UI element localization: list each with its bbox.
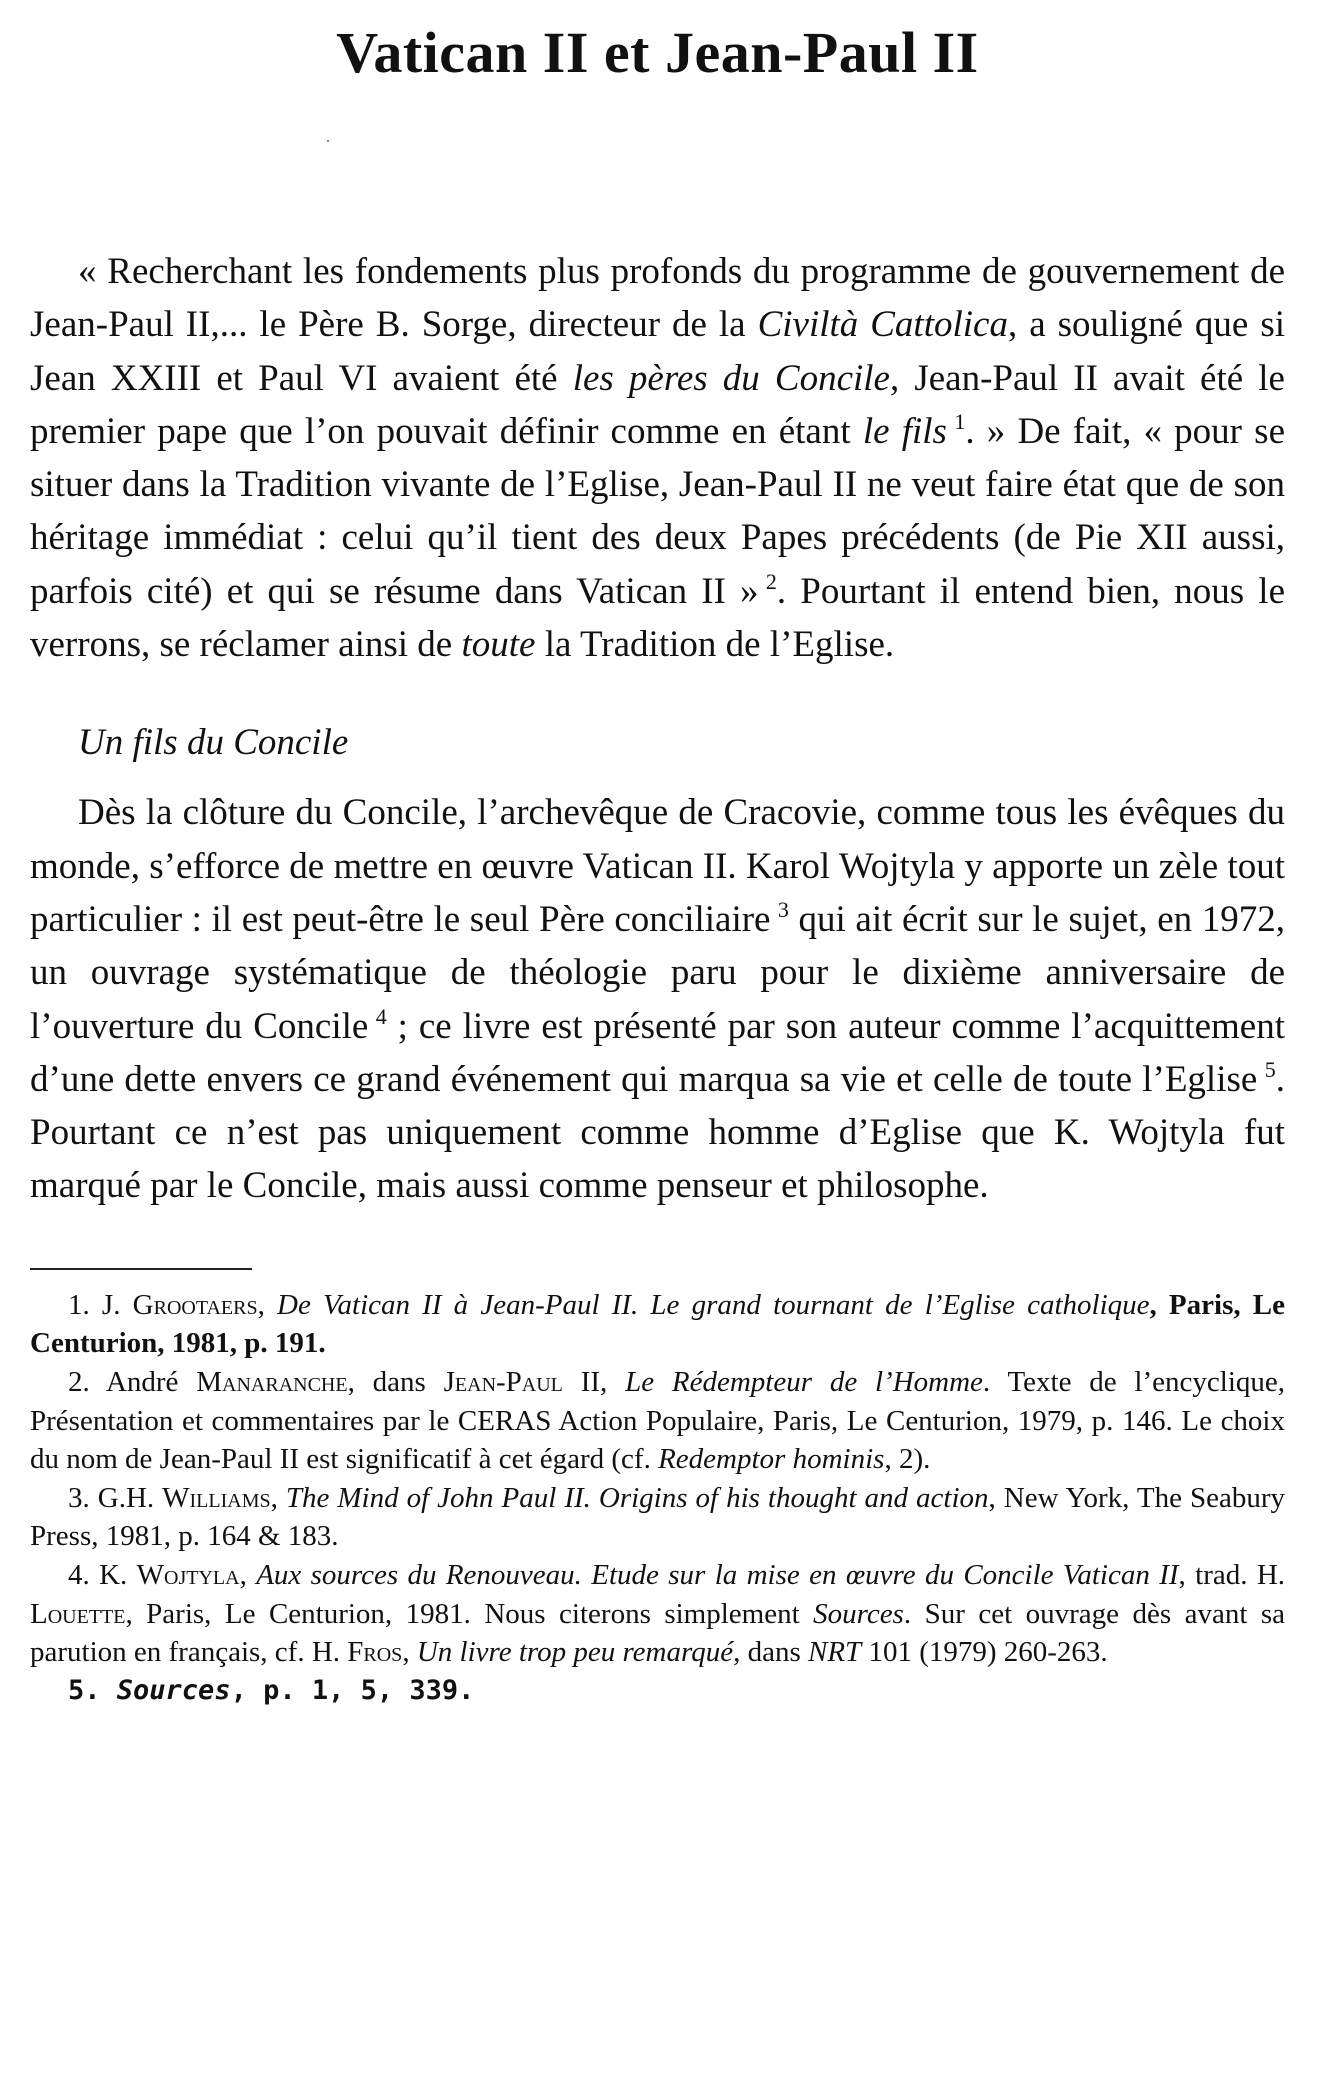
text-run: , trad. H. <box>1178 1558 1286 1591</box>
footnote-journal: NRT <box>808 1636 862 1669</box>
footnote-4 <box>30 1556 1285 1672</box>
footnote-author: Fros <box>347 1636 403 1669</box>
footnote-ref-5[interactable]: 5 <box>1264 1056 1276 1082</box>
text-run: , p. 1, 5, 339. <box>230 1674 475 1706</box>
footnote-number: 1. J. <box>68 1288 133 1321</box>
footnote-divider <box>30 1268 252 1270</box>
text-run: Dès la clôture du Concile, l’archevêque de Cracovie, comme tous les évêques du monde, s’efforce de mettre en œuvre Vatican II. Karol Wojtyla y apporte un zèle tout particulier : il est peut-être le seul Père conciliaire <box>30 792 1285 940</box>
footnote-title: Aux sources du Renouveau. Etude sur la mise en œuvre du Concile Vatican II <box>256 1558 1179 1591</box>
text-run: II, <box>562 1365 626 1398</box>
footnote-title: Un livre trop peu remarqué <box>416 1636 734 1669</box>
text-run: , New York, The Seabury Press, 1981, p. 164 & 183. <box>30 1481 1286 1553</box>
footnote-translator: Louette <box>30 1597 126 1630</box>
text-run: , Paris, Le Centurion, 1981. Nous citerons simplement <box>125 1597 814 1630</box>
footnote-title: Le Rédempteur de l’Homme <box>625 1365 983 1398</box>
section-heading: Un fils du Concile <box>78 722 349 764</box>
footnote-ref-2[interactable]: 2 <box>765 568 777 594</box>
footnote-author: Williams <box>162 1481 271 1514</box>
footnotes <box>30 1286 1285 1711</box>
text-run: . Sur cet ouvrage dès avant sa parution en français, cf. H. <box>30 1597 1285 1669</box>
main-text <box>30 245 1285 1213</box>
footnote-number: 5. <box>68 1674 117 1706</box>
footnote-1 <box>30 1286 1285 1363</box>
text-run: . » De fait, « pour se situer dans la Tradition vivante de l’Eglise, Jean-Paul II ne veut faire état que de son héritage immédiat : celui qu’il tient des deux Papes précédents (de Pie XII aussi, parfois cité) et qui se résume dans Vatican II » <box>30 410 1285 612</box>
text-run: . Pourtant il entend bien, nous le verrons, se réclamer ainsi de <box>30 570 1285 666</box>
text-run: , <box>239 1558 257 1591</box>
footnote-title: The Mind of John Paul II. Origins of his thought and action <box>285 1481 989 1514</box>
footnote-ref-title: Redemptor hominis <box>658 1443 885 1476</box>
footnote-author: Grootaers <box>132 1288 258 1321</box>
footnote-number: 4. K. <box>68 1558 137 1591</box>
text-run: , <box>270 1481 286 1514</box>
footnote-author: Wojtyla <box>136 1558 240 1591</box>
footnote-number: 3. G.H. <box>68 1481 163 1514</box>
italic-fils: le fils <box>862 410 947 452</box>
text-run: , dans <box>347 1365 444 1398</box>
text-run: , dans <box>733 1636 808 1669</box>
text-run: « Recherchant les fondements plus profonds du programme de gouvernement de Jean-Paul II,... le Père B. Sorge, directeur de la <box>30 251 1285 346</box>
scan-speck <box>327 140 329 142</box>
footnote-short-title: Sources <box>813 1597 904 1630</box>
text-run: , <box>257 1288 278 1321</box>
text-run: qui ait écrit sur le sujet, en 1972, un ouvrage systématique de théologie paru pour le dixième anniversaire de l’ouverture du Concile <box>30 898 1285 1047</box>
page-title: Vatican II et Jean-Paul II <box>336 20 979 85</box>
text-run: , <box>402 1636 417 1669</box>
footnote-2 <box>30 1363 1285 1479</box>
text-run: 101 (1979) 260-263. <box>861 1636 1108 1669</box>
footnote-title: Sources <box>116 1674 231 1706</box>
text-run: ; ce livre est présenté par son auteur comme l’acquittement d’une dette envers ce grand événement qui marqua sa vie et celle de toute l’Eglise <box>30 1005 1285 1100</box>
footnote-3 <box>30 1479 1285 1556</box>
footnote-title: De Vatican II à Jean-Paul II. Le grand tournant de l’Eglise catholique <box>277 1288 1150 1321</box>
text-run: , Jean-Paul II avait été le premier pape que l’on pouvait définir comme en étant <box>30 357 1285 452</box>
text-run: , Paris, Le Centurion, 1981, p. 191. <box>30 1288 1285 1360</box>
footnote-subject: Jean-Paul <box>443 1365 563 1398</box>
paragraph-concile <box>30 786 1285 1212</box>
footnote-ref-3[interactable]: 3 <box>777 896 789 922</box>
document-page <box>30 0 1285 1710</box>
paragraph-intro <box>30 245 1285 671</box>
italic-peres: les pères du Concile <box>572 357 890 399</box>
footnote-5 <box>30 1672 1285 1711</box>
text-run: , a souligné que si Jean XXIII et Paul VI avaient été <box>30 304 1286 399</box>
text-run: . Pourtant ce n’est pas uniquement comme homme d’Eglise que K. Wojtyla fut marqué par le Concile, mais aussi comme penseur et philosophe. <box>30 1058 1285 1207</box>
text-run: , 2). <box>884 1443 931 1476</box>
italic-civilta: Civiltà Cattolica <box>757 304 1008 346</box>
footnote-author: Manaranche <box>196 1365 348 1398</box>
footnote-ref-4[interactable]: 4 <box>375 1003 387 1029</box>
footnote-ref-1[interactable]: 1 <box>954 408 966 434</box>
text-run: la Tradition de l’Eglise. <box>535 624 895 666</box>
italic-toute: toute <box>461 624 536 666</box>
footnote-number: 2. André <box>68 1365 197 1398</box>
text-run: . Texte de l’encyclique, Présentation et commentaires par le CERAS Action Populaire, Paris, Le Centurion, 1979, p. 146. Le choix du nom de Jean-Paul II est significatif à cet égard (cf. <box>30 1365 1285 1476</box>
